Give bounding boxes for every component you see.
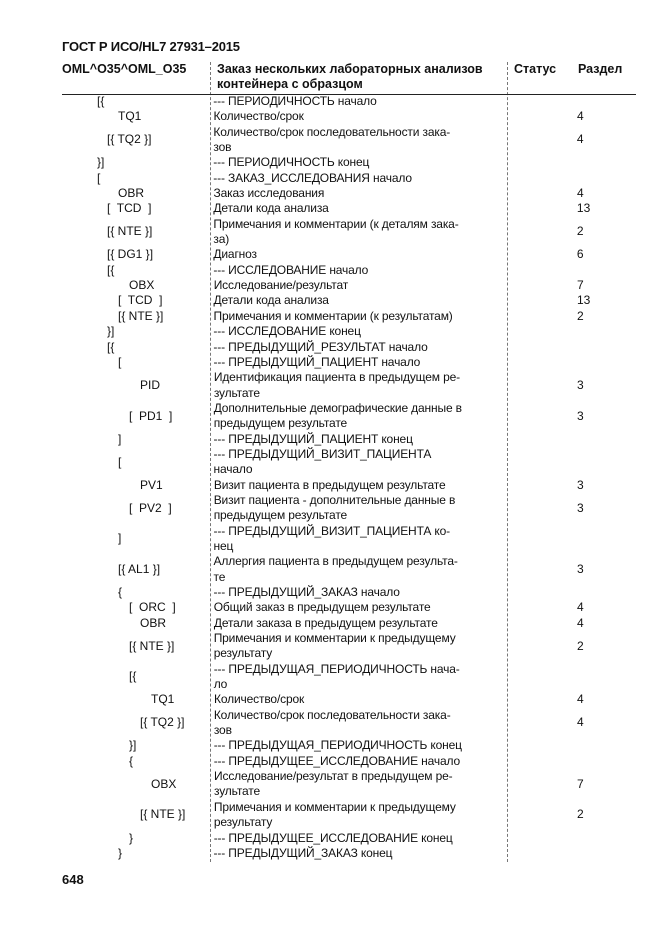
segment-section: 2 — [576, 638, 584, 653]
table-row — [62, 738, 636, 753]
segment-section: 3 — [576, 561, 584, 576]
segment-status — [502, 278, 563, 293]
segment-section — [563, 355, 636, 370]
segment-status — [502, 340, 563, 355]
segment-description: --- ПРЕДЫДУЩЕЕ_ИССЛЕДОВАНИЕ конец — [213, 830, 453, 845]
segment-status — [502, 109, 563, 124]
segment-description: --- ПРЕДЫДУЩЕЕ_ИССЛЕДОВАНИЕ начало — [213, 753, 461, 768]
segment-section — [563, 524, 636, 555]
segment-description: --- ПРЕДЫДУЩАЯ_ПЕРИОДИЧНОСТЬ конец — [213, 738, 462, 753]
table-row — [62, 846, 636, 861]
segment-description: Примечания и комментарии к предыдущему результату — [213, 631, 456, 661]
table-row — [62, 769, 636, 800]
segment-status — [502, 692, 563, 707]
segment-code: [{ NTE }] — [140, 807, 186, 822]
table-row — [62, 432, 636, 447]
segment-status — [502, 524, 563, 555]
segment-code: [ ORC ] — [129, 600, 176, 615]
segment-description: Количество/срок последовательности зака- зов — [213, 707, 451, 738]
segment-code: OBR — [118, 186, 145, 201]
table-row — [62, 600, 636, 615]
segment-status — [502, 217, 563, 248]
table-row — [62, 616, 636, 631]
segment-code: [ — [97, 170, 101, 185]
segment-section — [563, 324, 636, 339]
segment-section — [563, 738, 636, 753]
table-row — [62, 171, 636, 186]
segment-section: 3 — [576, 408, 584, 423]
segment-section: 7 — [577, 776, 584, 791]
segment-description: Детали кода анализа — [213, 293, 329, 308]
page-number: 648 — [62, 872, 84, 887]
segment-status — [502, 370, 563, 401]
table-row — [62, 201, 636, 216]
segment-section — [563, 263, 636, 278]
segment-description: --- ПРЕДЫДУЩИЙ_РЕЗУЛЬТАТ начало — [213, 339, 428, 354]
segment-description: Примечания и комментарии (к результатам) — [213, 308, 453, 323]
table-row — [62, 754, 636, 769]
table-row — [62, 524, 636, 555]
segment-code: [{ AL1 }] — [118, 561, 161, 576]
segment-description: --- ЗАКАЗ_ИССЛЕДОВАНИЯ начало — [213, 170, 412, 185]
table-row — [62, 401, 636, 432]
segment-description: Количество/срок — [213, 109, 304, 124]
segment-code: OBX — [151, 776, 177, 791]
segment-section: 2 — [576, 308, 584, 323]
segment-code: [{ TQ2 }] — [140, 715, 185, 730]
segment-section — [563, 155, 636, 170]
segment-description: Примечания и комментарии к предыдущему результату — [213, 799, 456, 830]
segment-table — [62, 94, 636, 861]
segment-description: Количество/срок последовательности зака- зов — [213, 124, 451, 155]
segment-status — [502, 754, 563, 769]
table-row — [62, 585, 636, 600]
segment-status — [502, 800, 563, 831]
segment-status — [502, 94, 563, 109]
segment-status — [502, 293, 563, 308]
table-row — [62, 554, 636, 585]
segment-section: 4 — [576, 109, 584, 124]
segment-status — [502, 846, 563, 861]
segment-description: Исследование/результат в предыдущем ре- зультате — [214, 769, 453, 799]
segment-description: Количество/срок — [214, 692, 305, 707]
segment-section: 4 — [576, 600, 584, 615]
table-row — [62, 708, 636, 739]
segment-code: [{ DG1 }] — [107, 247, 154, 262]
table-row — [62, 217, 636, 248]
segment-code: }] — [129, 738, 137, 753]
table-row — [62, 94, 636, 109]
segment-section: 6 — [576, 247, 584, 262]
table-row — [62, 125, 636, 156]
segment-description: --- ПРЕДЫДУЩИЙ_ЗАКАЗ начало — [213, 585, 400, 599]
segment-section — [563, 662, 636, 693]
segment-status — [502, 738, 563, 753]
segment-description: Идентификация пациента в предыдущем ре- зультате — [213, 370, 460, 400]
header-code: OML^O35^OML_O35 — [62, 62, 187, 76]
segment-description: --- ИССЛЕДОВАНИЕ начало — [213, 262, 369, 277]
segment-description: Исследование/результат — [213, 278, 349, 293]
segment-status — [502, 769, 563, 800]
segment-code: }] — [97, 155, 105, 170]
segment-description: --- ПРЕДЫДУЩИЙ_ПАЦИЕНТ начало — [213, 354, 421, 369]
segment-description: --- ИССЛЕДОВАНИЕ конец — [213, 324, 361, 339]
segment-status — [502, 355, 563, 370]
segment-status — [502, 155, 563, 170]
segment-section: 2 — [577, 807, 584, 822]
segment-code: [ TCD ] — [118, 293, 163, 308]
segment-section: 3 — [577, 477, 584, 492]
segment-description: Дополнительные демографические данные в предыдущем результате — [213, 400, 462, 431]
segment-status — [502, 478, 563, 493]
segment-status — [502, 171, 563, 186]
segment-section — [563, 340, 636, 355]
segment-status — [502, 432, 563, 447]
segment-code: PID — [140, 377, 161, 392]
segment-description: Заказ исследования — [213, 186, 325, 201]
segment-description: --- ПРЕДЫДУЩИЙ_ЗАКАЗ конец — [213, 845, 393, 860]
segment-section: 4 — [576, 186, 584, 201]
table-row — [62, 692, 636, 707]
segment-section: 4 — [577, 715, 584, 730]
segment-status — [502, 631, 563, 662]
table-row — [62, 631, 636, 662]
segment-status — [502, 263, 563, 278]
segment-status — [502, 447, 563, 478]
table-row — [62, 263, 636, 278]
table-row — [62, 278, 636, 293]
segment-status — [502, 616, 563, 631]
segment-code: [ — [118, 354, 122, 369]
segment-description: --- ПРЕДЫДУЩИЙ_ВИЗИТ_ПАЦИЕНТА начало — [213, 446, 432, 477]
segment-description: Примечания и комментарии (к деталям зака- за) — [213, 216, 459, 247]
header-status: Статус — [514, 62, 557, 76]
segment-code: [ — [118, 454, 122, 469]
segment-status — [502, 831, 563, 846]
segment-description: Аллергия пациента в предыдущем результа- те — [213, 554, 458, 584]
segment-status — [502, 247, 563, 262]
segment-section: 4 — [577, 615, 584, 630]
table-row — [62, 293, 636, 308]
segment-code: OBR — [140, 615, 167, 630]
segment-status — [502, 401, 563, 432]
table-row — [62, 447, 636, 478]
segment-code: OBX — [129, 278, 155, 293]
segment-code: PV1 — [140, 477, 163, 492]
segment-description: --- ПЕРИОДИЧНОСТЬ конец — [213, 155, 370, 170]
segment-section — [563, 447, 636, 478]
segment-code: [{ NTE }] — [107, 224, 153, 239]
segment-description: Диагноз — [213, 247, 257, 262]
table-row — [62, 662, 636, 693]
segment-code: }] — [107, 324, 115, 339]
header-section: Раздел — [578, 62, 623, 76]
segment-code: [{ NTE }] — [129, 638, 175, 653]
table-row — [62, 309, 636, 324]
segment-section: 13 — [576, 201, 591, 216]
segment-code: [{ TQ2 }] — [107, 132, 152, 147]
segment-section: 4 — [576, 132, 584, 147]
segment-code: [ PV2 ] — [129, 500, 172, 515]
segment-code: ] — [118, 431, 122, 446]
segment-section: 4 — [577, 692, 584, 707]
segment-description: Визит пациента - дополнительные данные в предыдущем результате — [213, 492, 456, 523]
segment-section: 3 — [576, 500, 584, 515]
segment-code: TQ1 — [151, 692, 175, 707]
segment-code: [{ — [129, 669, 137, 684]
segment-status — [502, 493, 563, 524]
segment-section — [563, 831, 636, 846]
segment-section — [563, 432, 636, 447]
table-row — [62, 800, 636, 831]
segment-description: Детали заказа в предыдущем результате — [213, 615, 438, 630]
segment-status — [502, 309, 563, 324]
segment-status — [502, 201, 563, 216]
table-row — [62, 324, 636, 339]
segment-status — [502, 554, 563, 585]
segment-description: --- ПРЕДЫДУЩАЯ_ПЕРИОДИЧНОСТЬ нача- ло — [213, 661, 460, 692]
segment-description: --- ПЕРИОДИЧНОСТЬ начало — [213, 94, 377, 108]
segment-code: TQ1 — [118, 109, 142, 124]
segment-code: [{ — [107, 262, 115, 277]
table-row — [62, 340, 636, 355]
header-description: Заказ нескольких лабораторных анализов контейнера с образцом — [217, 62, 483, 91]
segment-code: } — [118, 845, 123, 860]
segment-description: Детали кода анализа — [213, 201, 329, 216]
segment-description: Визит пациента в предыдущем результате — [213, 477, 446, 492]
table-row — [62, 370, 636, 401]
segment-status — [502, 585, 563, 600]
segment-code: ] — [118, 531, 122, 546]
segment-code: } — [129, 830, 134, 845]
segment-status — [502, 600, 563, 615]
segment-description: --- ПРЕДЫДУЩИЙ_ПАЦИЕНТ конец — [213, 431, 413, 446]
segment-section — [563, 171, 636, 186]
segment-section — [563, 754, 636, 769]
segment-code: { — [118, 585, 123, 599]
segment-section: 2 — [576, 224, 584, 239]
table-row — [62, 155, 636, 170]
segment-section — [563, 585, 636, 600]
segment-section — [563, 94, 636, 109]
table-row — [62, 247, 636, 262]
segment-status — [502, 186, 563, 201]
table-row — [62, 493, 636, 524]
document-title: ГОСТ Р ИСО/HL7 27931–2015 — [62, 39, 240, 54]
segment-status — [502, 662, 563, 693]
segment-code: [ TCD ] — [107, 201, 152, 216]
segment-status — [502, 324, 563, 339]
segment-section: 7 — [576, 278, 584, 293]
segment-section: 13 — [576, 293, 591, 308]
table-row — [62, 355, 636, 370]
segment-description: --- ПРЕДЫДУЩИЙ_ВИЗИТ_ПАЦИЕНТА ко- нец — [213, 523, 450, 553]
segment-code: [{ — [97, 94, 105, 108]
segment-status — [502, 125, 563, 156]
table-row — [62, 478, 636, 493]
segment-code: [{ — [107, 339, 115, 354]
segment-section: 3 — [577, 377, 584, 392]
segment-status — [502, 708, 563, 739]
segment-code: [ PD1 ] — [129, 408, 173, 423]
table-row — [62, 109, 636, 124]
segment-code: [{ NTE }] — [118, 308, 164, 323]
table-row — [62, 186, 636, 201]
segment-code: { — [129, 753, 134, 768]
segment-section — [563, 846, 636, 861]
table-row — [62, 831, 636, 846]
segment-description: Общий заказ в предыдущем результате — [213, 600, 431, 615]
